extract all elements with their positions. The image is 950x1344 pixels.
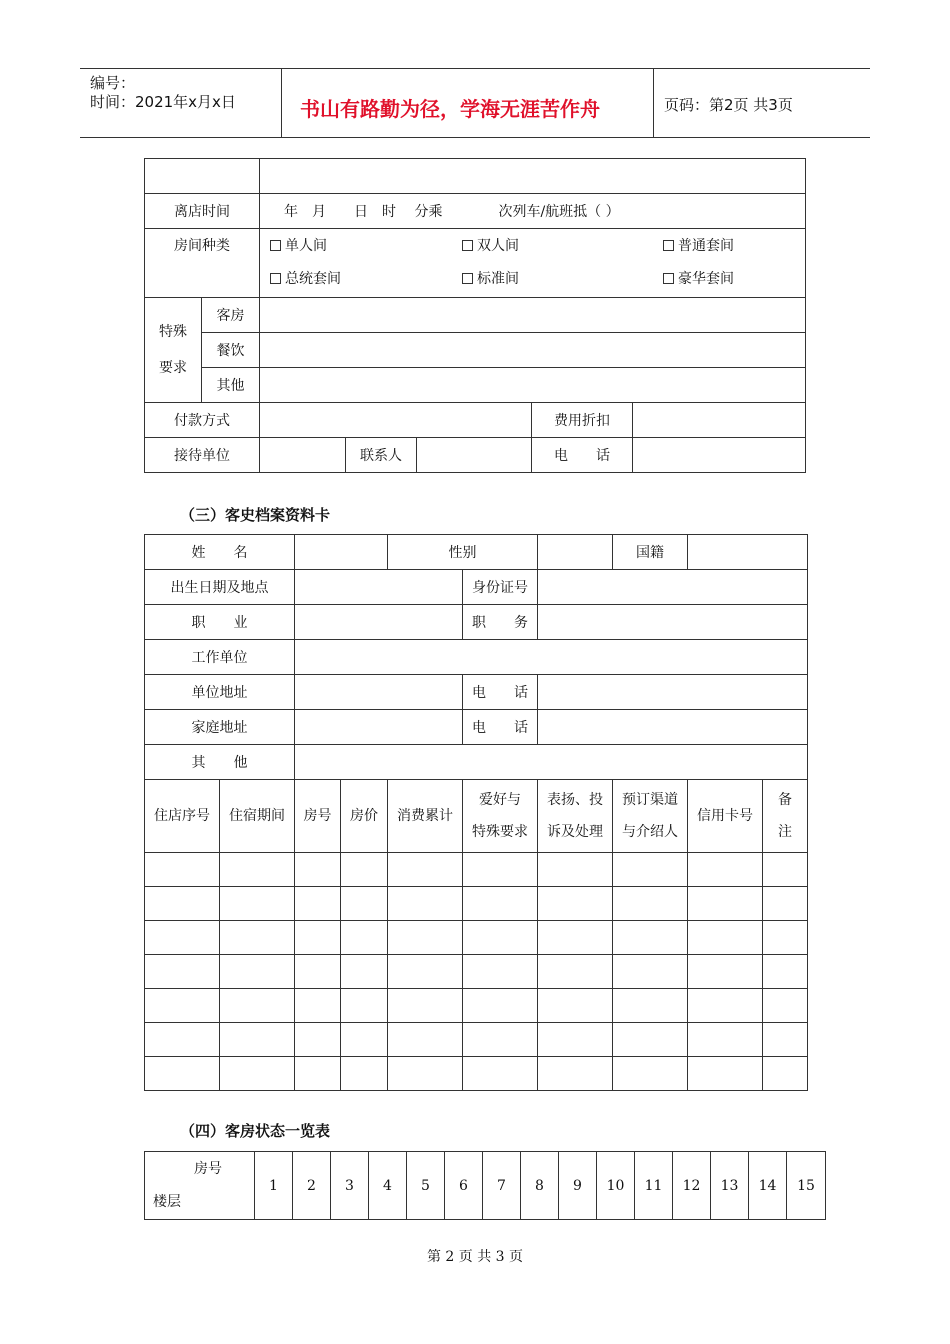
room-number-cell: 12 [673, 1152, 711, 1220]
id-label: 身份证号 [463, 570, 538, 605]
contact-label: 联系人 [346, 438, 417, 473]
section-title-room-status: （四）客房状态一览表 [180, 1122, 331, 1140]
special-other-label: 其他 [202, 368, 260, 403]
history-cell[interactable] [688, 887, 763, 921]
history-cell[interactable] [295, 1023, 341, 1057]
history-cell[interactable] [341, 1023, 388, 1057]
history-cell[interactable] [220, 921, 295, 955]
history-cell[interactable] [463, 989, 538, 1023]
col-header-preferences: 爱好与 特殊要求 [463, 780, 538, 853]
home-address-field[interactable] [295, 710, 463, 745]
reservation-table [144, 158, 806, 473]
history-cell[interactable] [295, 1057, 341, 1091]
option-standard-suite[interactable]: 普通套间 [663, 235, 734, 255]
room-no-label: 房号 [194, 1161, 222, 1177]
col-header-stay-period: 住宿期间 [220, 780, 295, 853]
room-type-label: 房间种类 [145, 229, 260, 298]
checkbox-icon [663, 273, 674, 284]
home-phone-label: 电 话 [463, 710, 538, 745]
history-cell[interactable] [341, 921, 388, 955]
history-cell[interactable] [763, 853, 808, 887]
depart-time-label: 离店时间 [145, 194, 260, 229]
phone-label: 电 话 [532, 438, 633, 473]
room-number-cell: 5 [407, 1152, 445, 1220]
host-unit-label: 接待单位 [145, 438, 260, 473]
history-cell[interactable] [463, 853, 538, 887]
history-cell[interactable] [463, 1023, 538, 1057]
history-cell[interactable] [220, 887, 295, 921]
history-row [145, 921, 808, 955]
history-cell[interactable] [763, 1057, 808, 1091]
section-title-guest-history: （三）客史档案资料卡 [180, 506, 331, 524]
history-cell[interactable] [388, 1023, 463, 1057]
history-cell[interactable] [220, 955, 295, 989]
history-cell[interactable] [145, 921, 220, 955]
history-cell[interactable] [688, 1023, 763, 1057]
special-dining-label: 餐饮 [202, 333, 260, 368]
option-double[interactable]: 双人间 [462, 235, 519, 255]
page-indicator: 页码：第2页 共3页 [664, 96, 793, 114]
history-cell[interactable] [388, 887, 463, 921]
history-cell[interactable] [220, 1057, 295, 1091]
discount-label: 费用折扣 [532, 403, 633, 438]
history-cell[interactable] [613, 989, 688, 1023]
history-cell[interactable] [763, 955, 808, 989]
room-number-cell: 7 [483, 1152, 521, 1220]
special-dining-field[interactable] [260, 333, 806, 368]
history-cell[interactable] [538, 955, 613, 989]
special-other-field[interactable] [260, 368, 806, 403]
history-cell[interactable] [388, 1057, 463, 1091]
history-cell[interactable] [145, 1057, 220, 1091]
phone-field[interactable] [633, 438, 806, 473]
history-cell[interactable] [145, 955, 220, 989]
history-cell[interactable] [688, 853, 763, 887]
option-deluxe-suite[interactable]: 豪华套间 [663, 268, 734, 288]
guest-history-table [144, 534, 808, 1091]
room-type-options [260, 229, 806, 298]
history-cell[interactable] [538, 853, 613, 887]
option-single[interactable]: 单人间 [270, 235, 327, 255]
history-cell[interactable] [295, 989, 341, 1023]
history-cell[interactable] [295, 955, 341, 989]
birth-field[interactable] [295, 570, 463, 605]
gender-label: 性别 [388, 535, 538, 570]
history-cell[interactable] [145, 887, 220, 921]
room-number-cell: 6 [445, 1152, 483, 1220]
name-label: 姓 名 [145, 535, 295, 570]
gender-field[interactable] [538, 535, 613, 570]
history-cell[interactable] [341, 1057, 388, 1091]
history-row [145, 1057, 808, 1091]
birth-label: 出生日期及地点 [145, 570, 295, 605]
room-number-cell: 15 [787, 1152, 826, 1220]
history-row [145, 887, 808, 921]
workplace-label: 工作单位 [145, 640, 295, 675]
depart-time-field[interactable]: 年 月 日 时 分乘 次列车/航班抵（ ） [260, 194, 806, 229]
history-cell[interactable] [763, 887, 808, 921]
history-row [145, 989, 808, 1023]
checkbox-icon [663, 240, 674, 251]
home-phone-field[interactable] [538, 710, 808, 745]
position-label: 职 务 [463, 605, 538, 640]
history-row [145, 1023, 808, 1057]
checkbox-icon [462, 273, 473, 284]
work-address-label: 单位地址 [145, 675, 295, 710]
header-motto: 书山有路勤为径，学海无涯苦作舟 [300, 97, 600, 121]
history-cell[interactable] [341, 989, 388, 1023]
history-cell[interactable] [341, 887, 388, 921]
col-header-room-rate: 房价 [341, 780, 388, 853]
occupation-label: 职 业 [145, 605, 295, 640]
time-label: 时间：2021年x月x日 [90, 93, 236, 111]
history-cell[interactable] [613, 955, 688, 989]
col-header-room-no: 房号 [295, 780, 341, 853]
history-cell[interactable] [145, 853, 220, 887]
history-cell[interactable] [688, 921, 763, 955]
id-field[interactable] [538, 570, 808, 605]
work-address-field[interactable] [295, 675, 463, 710]
room-number-cell: 8 [521, 1152, 559, 1220]
page-header [80, 68, 870, 138]
workplace-field[interactable] [295, 640, 808, 675]
room-number-cell: 9 [559, 1152, 597, 1220]
history-cell[interactable] [295, 921, 341, 955]
history-cell[interactable] [463, 887, 538, 921]
nationality-field[interactable] [688, 535, 808, 570]
col-header-credit-card: 信用卡号 [688, 780, 763, 853]
history-cell[interactable] [145, 1023, 220, 1057]
payment-field[interactable] [260, 403, 532, 438]
history-cell[interactable] [688, 1057, 763, 1091]
history-cell[interactable] [220, 989, 295, 1023]
history-cell[interactable] [220, 853, 295, 887]
col-header-stay-no: 住店序号 [145, 780, 220, 853]
history-cell[interactable] [463, 921, 538, 955]
room-status-table [144, 1151, 826, 1220]
history-cell[interactable] [463, 1057, 538, 1091]
host-unit-field[interactable] [260, 438, 346, 473]
room-number-cell: 4 [369, 1152, 407, 1220]
history-row [145, 853, 808, 887]
checkbox-icon [270, 273, 281, 284]
history-cell[interactable] [688, 989, 763, 1023]
history-cell[interactable] [295, 853, 341, 887]
history-cell[interactable] [388, 921, 463, 955]
history-cell[interactable] [763, 1023, 808, 1057]
home-address-label: 家庭地址 [145, 710, 295, 745]
history-cell[interactable] [763, 921, 808, 955]
special-request-label: 特殊 要求 [145, 298, 202, 403]
header-divider [653, 69, 654, 137]
history-cell[interactable] [538, 921, 613, 955]
nationality-label: 国籍 [613, 535, 688, 570]
room-number-cell: 2 [293, 1152, 331, 1220]
serial-label: 编号： [90, 74, 136, 92]
history-cell[interactable] [145, 989, 220, 1023]
room-number-cell: 1 [255, 1152, 293, 1220]
room-number-cell: 13 [711, 1152, 749, 1220]
room-number-cell: 11 [635, 1152, 673, 1220]
room-number-cell: 14 [749, 1152, 787, 1220]
history-cell[interactable] [388, 955, 463, 989]
contact-field[interactable] [417, 438, 532, 473]
name-field[interactable] [295, 535, 388, 570]
col-header-feedback: 表扬、投 诉及处理 [538, 780, 613, 853]
history-cell[interactable] [388, 989, 463, 1023]
option-presidential-suite[interactable]: 总统套间 [270, 268, 341, 288]
special-room-field[interactable] [260, 298, 806, 333]
history-row [145, 955, 808, 989]
work-phone-label: 电 话 [463, 675, 538, 710]
room-number-cell: 10 [597, 1152, 635, 1220]
col-header-booking-channel: 预订渠道 与介绍人 [613, 780, 688, 853]
col-header-remarks: 备 注 [763, 780, 808, 853]
history-cell[interactable] [613, 1023, 688, 1057]
option-standard-room[interactable]: 标准间 [462, 268, 519, 288]
header-divider [281, 69, 282, 137]
position-field[interactable] [538, 605, 808, 640]
room-number-cell: 3 [331, 1152, 369, 1220]
blank-field[interactable] [260, 159, 806, 194]
history-cell[interactable] [538, 1023, 613, 1057]
work-phone-field[interactable] [538, 675, 808, 710]
other-field[interactable] [295, 745, 808, 780]
history-cell[interactable] [463, 955, 538, 989]
history-cell[interactable] [613, 1057, 688, 1091]
history-cell[interactable] [388, 853, 463, 887]
history-cell[interactable] [295, 887, 341, 921]
history-cell[interactable] [220, 1023, 295, 1057]
floor-label: 楼层 [153, 1194, 181, 1210]
history-cell[interactable] [538, 887, 613, 921]
history-header-row [145, 780, 808, 853]
history-cell[interactable] [613, 853, 688, 887]
history-cell[interactable] [341, 853, 388, 887]
special-room-label: 客房 [202, 298, 260, 333]
other-label: 其 他 [145, 745, 295, 780]
payment-label: 付款方式 [145, 403, 260, 438]
discount-field[interactable] [633, 403, 806, 438]
blank-cell [145, 159, 260, 194]
history-cell[interactable] [538, 1057, 613, 1091]
history-cell[interactable] [613, 921, 688, 955]
history-cell[interactable] [613, 887, 688, 921]
checkbox-icon [462, 240, 473, 251]
checkbox-icon [270, 240, 281, 251]
page-footer: 第 2 页 共 3 页 [426, 1249, 524, 1265]
history-cell[interactable] [538, 989, 613, 1023]
history-cell[interactable] [341, 955, 388, 989]
history-cell[interactable] [763, 989, 808, 1023]
history-cell[interactable] [688, 955, 763, 989]
room-floor-header [145, 1152, 255, 1220]
occupation-field[interactable] [295, 605, 463, 640]
col-header-spending: 消费累计 [388, 780, 463, 853]
